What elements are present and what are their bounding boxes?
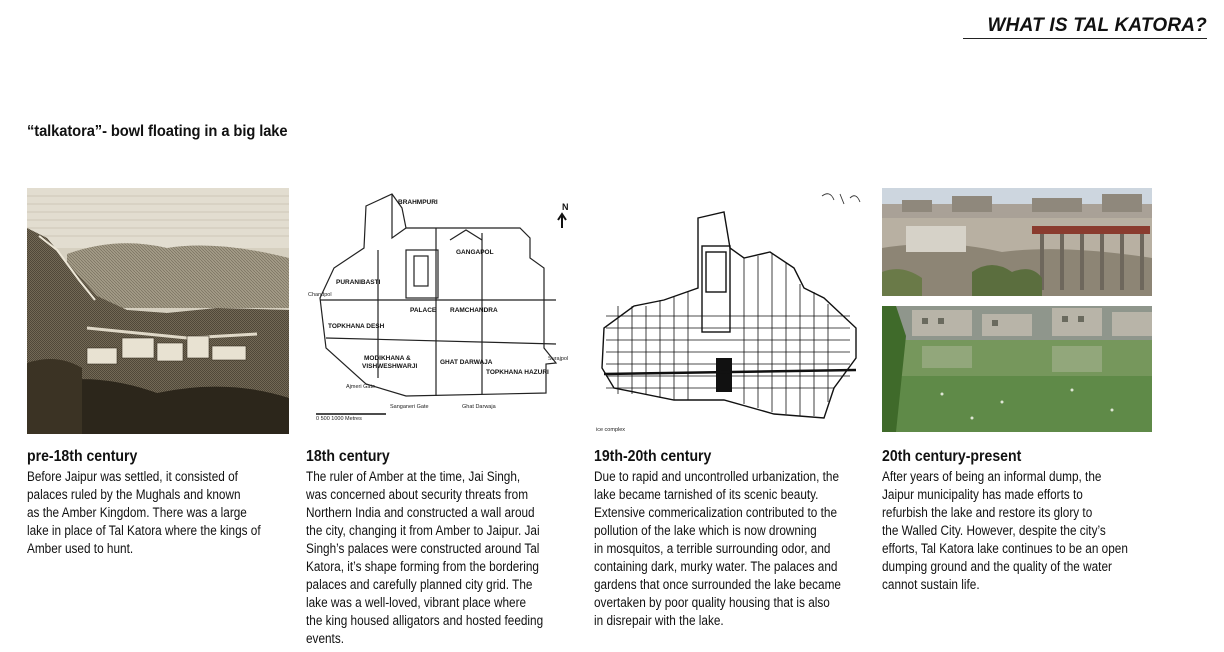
- map-label-sanganeri-gate: Sanganeri Gate: [390, 404, 429, 410]
- map-label-ajmeri-gate: Ajmeri Gate: [346, 384, 376, 390]
- map-label-modikhana: MODIKHANA &: [364, 355, 411, 362]
- map-label-brahmpuri: BRAHMPURI: [398, 199, 438, 206]
- map-label-surajpol: Surajpol: [548, 356, 569, 362]
- dry-lake-drawing: [882, 188, 1152, 296]
- column-20th-century-present: [882, 188, 1154, 432]
- map-label-vishweshwarji: VISHWESHWARJI: [362, 363, 418, 370]
- jaipur-city-plan-map: [306, 188, 576, 424]
- page-title: WHAT IS TAL KATORA?: [963, 14, 1207, 39]
- map-corner-note: ice complex: [596, 427, 626, 433]
- map-label-palace: PALACE: [410, 307, 437, 314]
- map-scale-label: 0 500 1000 Metres: [316, 416, 362, 422]
- amber-engraving-image: [27, 188, 289, 434]
- era-heading-present: 20th century-present: [882, 448, 1022, 465]
- era-heading-18th: 18th century: [306, 448, 390, 465]
- map-label-ghat-darwaza-gate: Ghat Darwaja: [462, 404, 496, 410]
- era-description-19th-20th: Due to rapid and uncontrolled urbanization, the lake became tarnished of its scenic beauty. Extensive commericalization contributed to the pollution of the lake which is now drowning in mosquitos, a terrible surrounding odor, and containing dark, murky water. The palaces and gardens that once surrounded the lake became overtaken by poor quality housing that is also in disrepair with the lake.: [594, 469, 841, 628]
- era-description-18th: The ruler of Amber at the time, Jai Singh, was concerned about security threats from Northern India and constructed a wall aroud the city, changing it from Amber to Jaipur. Jai Singh’s palaces were constructed around Tal Katora, it’s shape forming from the bordering palaces and carefully planned city grid. The lake was a well-loved, vibrant place where the king housed alligators and hosted feeding events.: [306, 469, 544, 646]
- map-label-topkhana-hazuri: TOPKHANA HAZURI: [486, 369, 549, 376]
- column-19th-20th-century: [594, 188, 866, 434]
- column-pre-18th-century: [27, 188, 289, 434]
- column-18th-century: [306, 188, 576, 424]
- jaipur-city-plan-drawing: [306, 188, 576, 424]
- map-label-chandpol: Chandpol: [308, 292, 332, 298]
- dry-lake-photo: [882, 188, 1152, 296]
- amber-engraving-drawing: [27, 188, 289, 434]
- era-description-present: After years of being an informal dump, the Jaipur municipality has made efforts to refurbish the lake and restore its glory to the Walled City. However, despite the city’s efforts, Tal Katora lake continues to be an open dumping ground and the quality of the water cannot sustain life.: [882, 469, 1128, 592]
- polluted-lake-drawing: [882, 306, 1152, 432]
- era-description-pre-18th: Before Jaipur was settled, it consisted of palaces ruled by the Mughals and known as the Amber Kingdom. There was a large lake in place of Tal Katora where the kings of Amber used to hunt.: [27, 469, 261, 556]
- map-label-ghat-darwaza: GHAT DARWAJA: [440, 359, 493, 366]
- walled-city-grid-drawing: [594, 188, 866, 434]
- page-subtitle: “talkatora”- bowl floating in a big lake: [27, 123, 288, 140]
- polluted-lake-photo: [882, 306, 1152, 432]
- era-heading-19th-20th: 19th-20th century: [594, 448, 712, 465]
- walled-city-grid-map: [594, 188, 866, 434]
- era-heading-pre-18th: pre-18th century: [27, 448, 138, 465]
- map-label-topkhana-desh: TOPKHANA DESH: [328, 323, 385, 330]
- map-label-purani-basti: PURANIBASTI: [336, 279, 381, 286]
- map-label-gangapol: GANGAPOL: [456, 249, 494, 256]
- north-arrow-label: N: [562, 202, 569, 212]
- map-label-ramchandra: RAMCHANDRA: [450, 307, 498, 314]
